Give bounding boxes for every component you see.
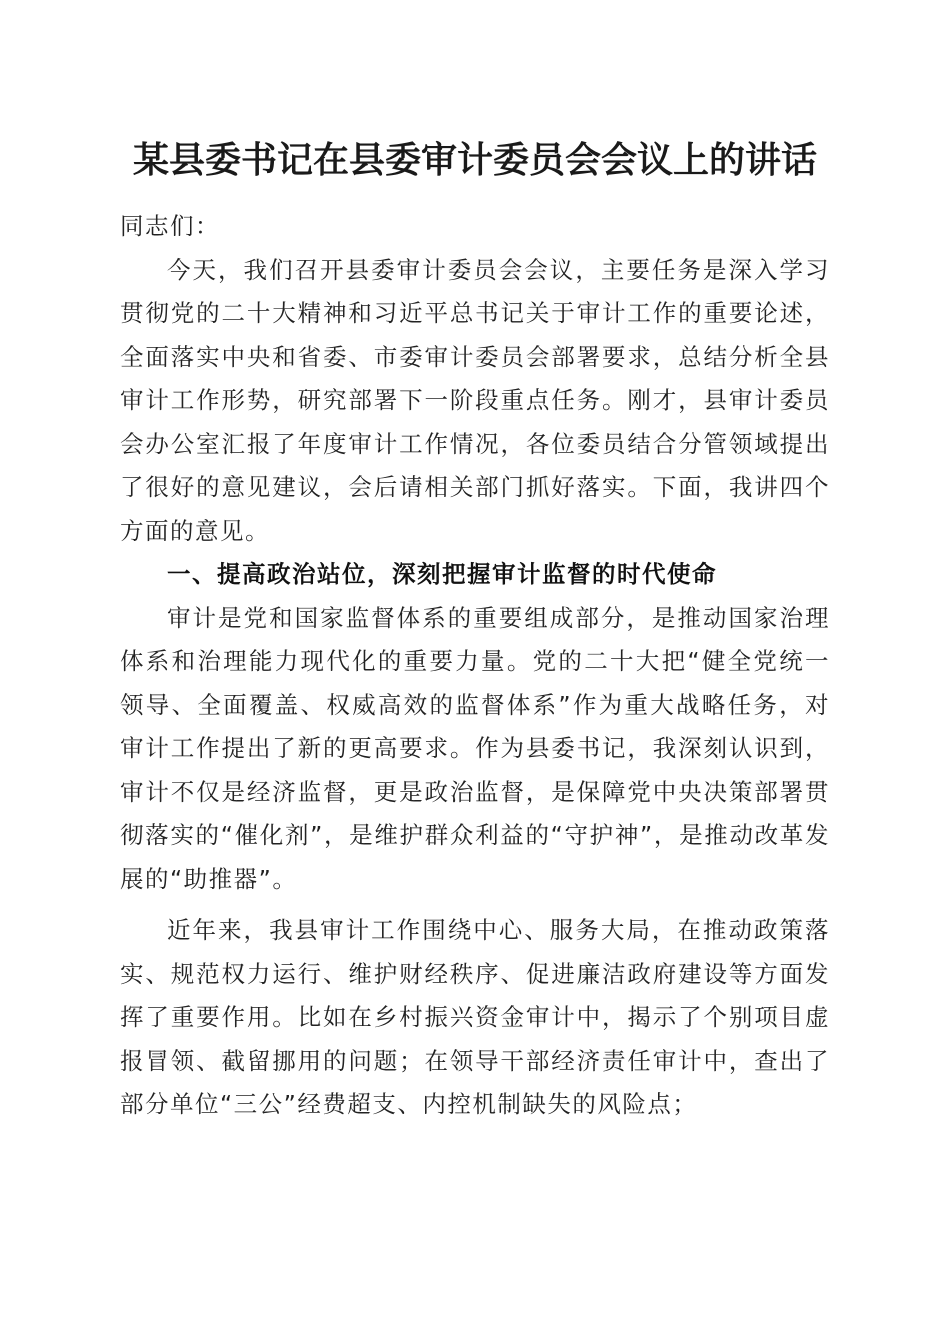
document-title: 某县委书记在县委审计委员会会议上的讲话	[132, 139, 817, 181]
section-1-paragraph-1: 审计是党和国家监督体系的重要组成部分，是推动国家治理体系和治理能力现代化的重要力量。党的二十大把“健全党统一领导、全面覆盖、权威高效的监督体系”作为重大战略任务，对审计工作提出了新的更高要求。作为县委书记，我深刻认识到，审计不仅是经济监督，更是政治监督，是保障党中央决策部署贯彻落实的“催化剂”，是维护群众利益的“守护神”，是推动改革发展的“助推器”。	[120, 603, 830, 893]
section-heading-1: 一、提高政治站位，深刻把握审计监督的时代使命	[167, 560, 717, 588]
intro-paragraph: 今天，我们召开县委审计委员会会议，主要任务是深入学习贯彻党的二十大精神和习近平总书记关于审计工作的重要论述，全面落实中央和省委、市委审计委员会部署要求，总结分析全县审计工作形势，研究部署下一阶段重点任务。刚才，县审计委员会办公室汇报了年度审计工作情况，各位委员结合分管领域提出了很好的意见建议，会后请相关部门抓好落实。下面，我讲四个方面的意见。	[120, 255, 830, 545]
document-body	[120, 205, 830, 1127]
section-1-paragraph-2: 近年来，我县审计工作围绕中心、服务大局，在推动政策落实、规范权力运行、维护财经秩序、促进廉洁政府建设等方面发挥了重要作用。比如在乡村振兴资金审计中，揭示了个别项目虚报冒领、截留挪用的问题；在领导干部经济责任审计中，查出了部分单位“三公”经费超支、内控机制缺失的风险点；	[120, 916, 830, 1118]
salutation: 同志们：	[120, 212, 220, 240]
